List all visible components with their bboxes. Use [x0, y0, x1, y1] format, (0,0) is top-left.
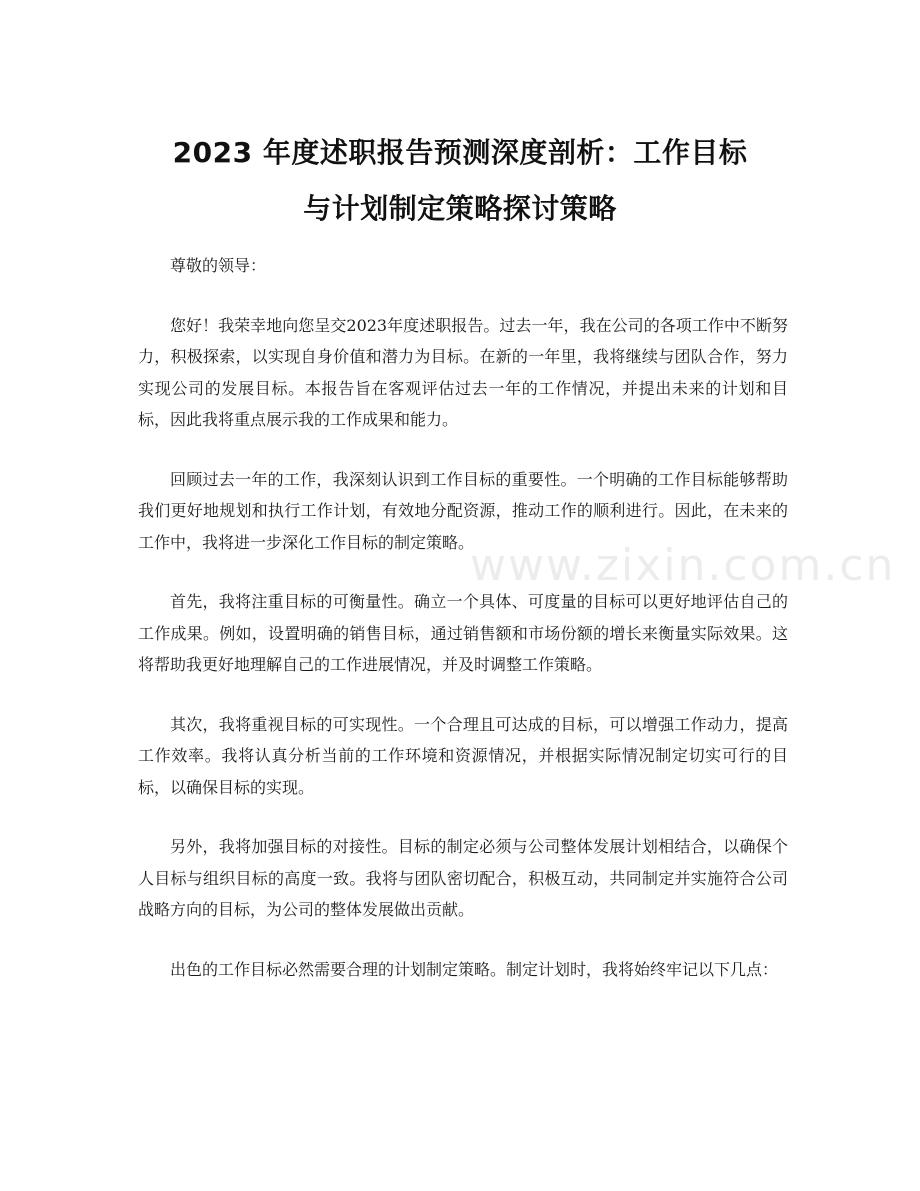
watermark: www.zixin.com.cn: [470, 540, 896, 591]
paragraph-6: 出色的工作目标必然需要合理的计划制定策略。制定计划时，我将始终牢记以下几点：: [170, 959, 779, 979]
title-line-1: 2023 年度述职报告预测深度剖析：工作目标: [172, 135, 748, 169]
paragraph-1: 您好！我荣幸地向您呈交2023年度述职报告。过去一年，我在公司的各项工作中不断努力，积极探索，以实现自身价值和潜力为目标。在新的一年里，我将继续与团队合作，努力实现公司的发展目标。本报告旨在客观评估过去一年的工作情况，并提出未来的计划和目标，因此我将重点展示我的工作成果和能力。: [138, 315, 788, 429]
document-title: [100, 125, 820, 237]
title-line-2: 与计划制定策略探讨策略: [303, 191, 617, 225]
paragraph-4: 其次，我将重视目标的可实现性。一个合理且可达成的目标，可以增强工作动力，提高工作效率。我将认真分析当前的工作环境和资源情况，并根据实际情况制定切实可行的目标，以确保目标的实现。: [138, 714, 788, 797]
salutation: 尊敬的领导：: [170, 256, 267, 275]
paragraph-2: 回顾过去一年的工作，我深刻认识到工作目标的重要性。一个明确的工作目标能够帮助我们更好地规划和执行工作计划，有效地分配资源，推动工作的顺利进行。因此，在未来的工作中，我将进一步深化工作目标的制定策略。: [138, 469, 788, 552]
document-body: [138, 250, 788, 1013]
paragraph-5: 另外，我将加强目标的对接性。目标的制定必须与公司整体发展计划相结合，以确保个人目标与组织目标的高度一致。我将与团队密切配合，积极互动，共同制定并实施符合公司战略方向的目标，为公司的整体发展做出贡献。: [138, 837, 788, 919]
paragraph-3: 首先，我将注重目标的可衡量性。确立一个具体、可度量的目标可以更好地评估自己的工作成果。例如，设置明确的销售目标，通过销售额和市场份额的增长来衡量实际效果。这将帮助我更好地理解自己的工作进展情况，并及时调整工作策略。: [138, 592, 788, 674]
